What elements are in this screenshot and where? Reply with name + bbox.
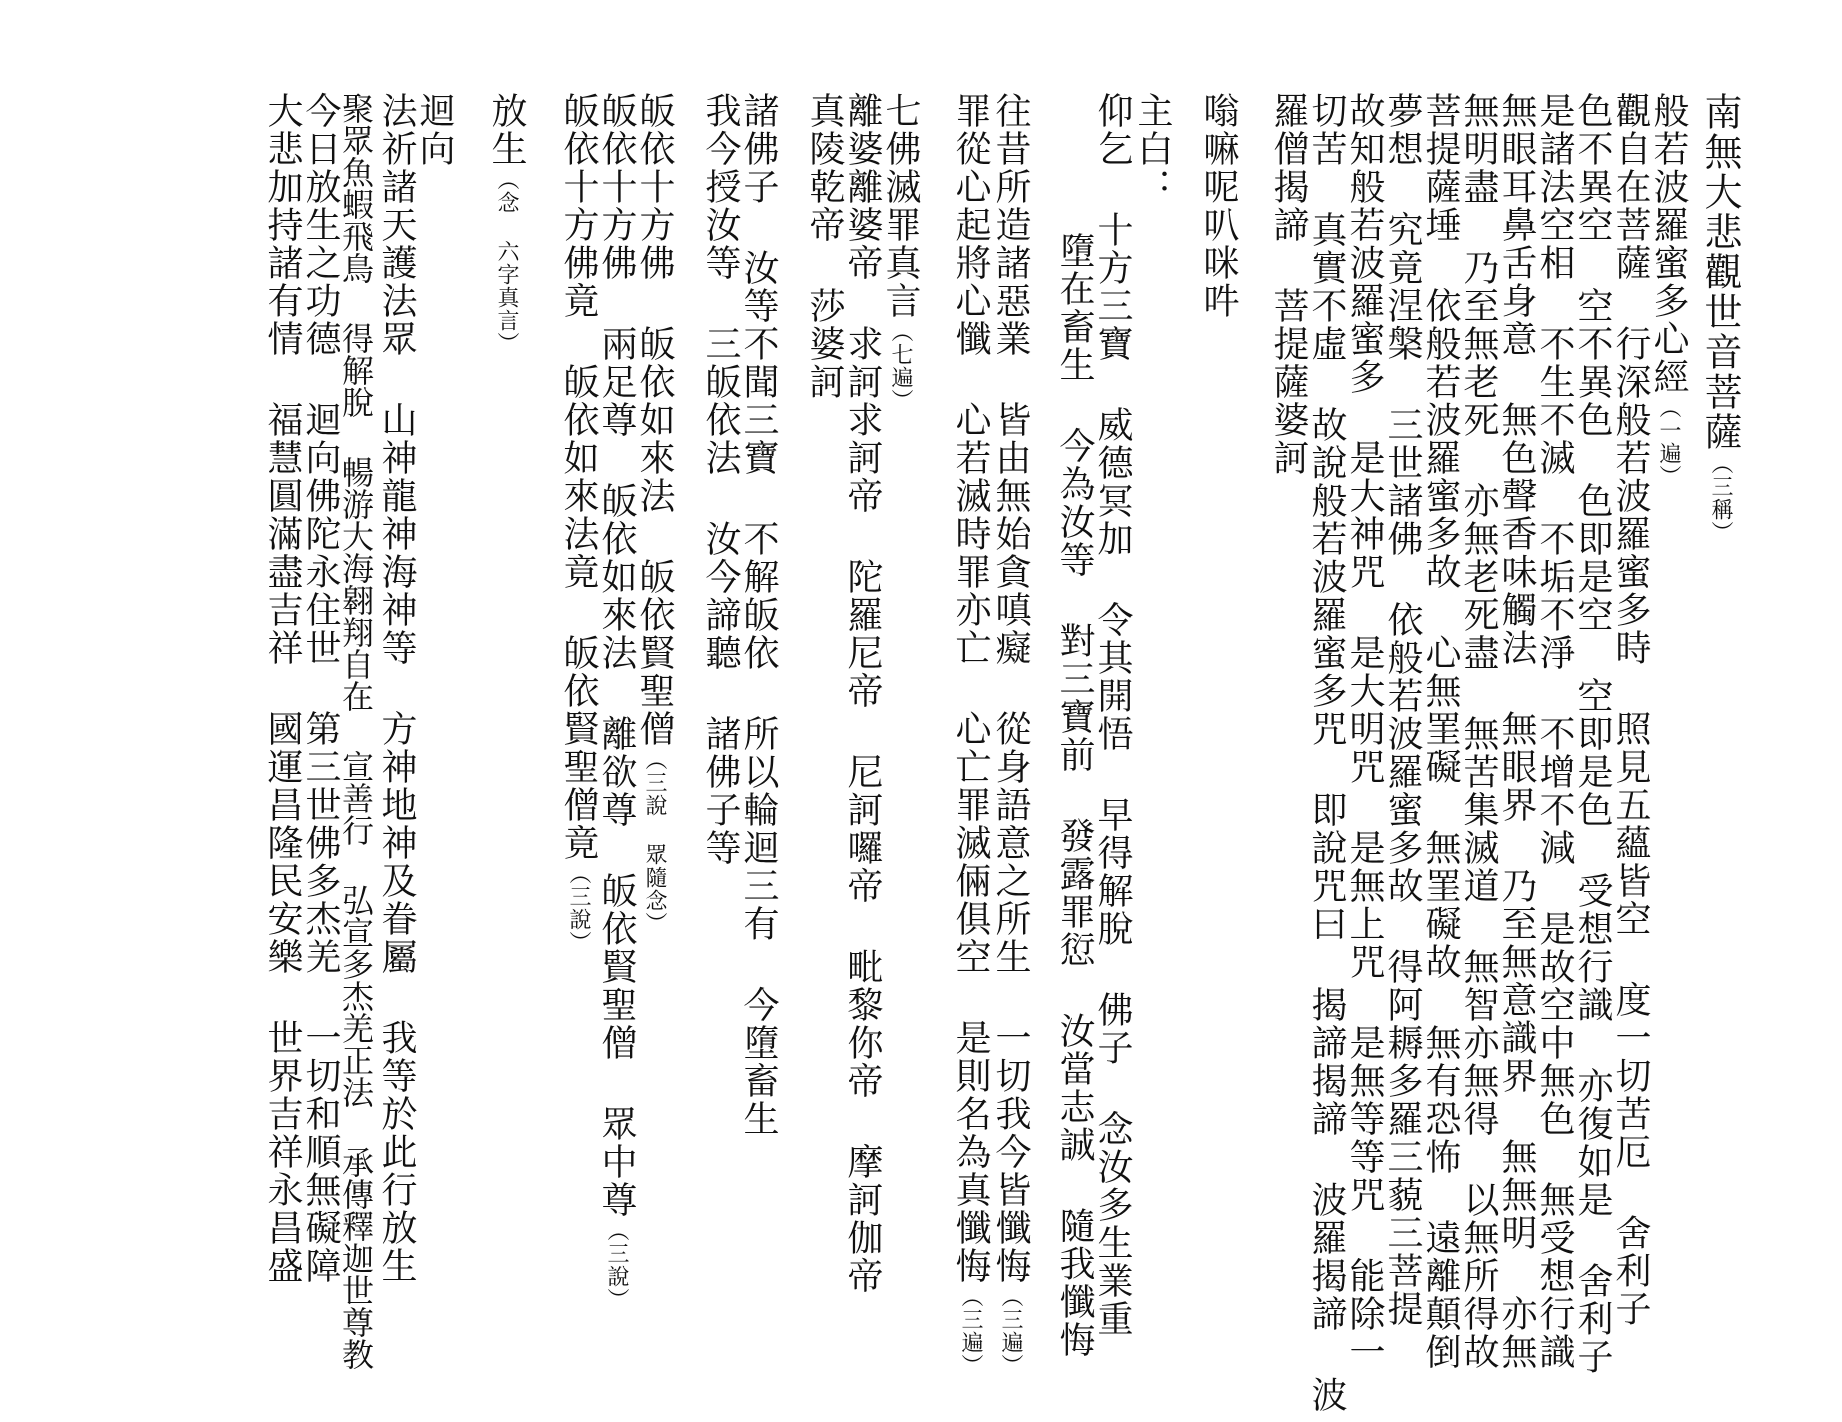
column-8-text: 菩提薩埵 依般若波羅蜜多故 心無罣礙 無罣礙故 無有恐怖 遠離顛倒 — [1420, 92, 1461, 1371]
column-3-text: 觀自在菩薩 行深般若波羅蜜多時 照見五蘊皆空 度一切苦厄 舍利子 — [1610, 92, 1651, 1328]
column-25-text: 皈依十方佛 兩足尊 皈依如來法 離欲尊 皈依賢聖僧 眾中尊 — [596, 92, 637, 1219]
column-13-text: 嗡嘛呢叭咪吽 — [1198, 92, 1239, 320]
column-16 — [1054, 232, 1094, 1359]
column-19 — [880, 92, 920, 412]
column-28 — [414, 92, 454, 168]
column-30 — [338, 92, 374, 1370]
column-12 — [1268, 92, 1308, 477]
column-23-text: 我今授汝等 三皈依法 汝今諦聽 諸佛子等 — [700, 92, 741, 867]
column-17 — [990, 92, 1030, 1377]
column-14-text: 主白： — [1132, 92, 1173, 206]
column-9 — [1382, 92, 1422, 1328]
column-4 — [1572, 92, 1612, 1376]
column-30-text: 聚眾魚蝦飛鳥 得解脫 暢游大海翱翔自在 宣善行 弘宣多杰羌正法 承傳釋迦世尊教 — [337, 92, 375, 1370]
column-6-text: 無眼耳鼻舌身意 無色聲香味觸法 無眼界 乃至無意識界 無無明 亦無 — [1496, 92, 1537, 1371]
column-2-text: 般若波羅蜜多心經 — [1648, 92, 1689, 396]
column-17-text: 往昔所造諸惡業 皆由無始貪嗔癡 從身語意之所生 一切我今皆懺悔 — [990, 92, 1031, 1285]
column-31 — [300, 92, 340, 1285]
column-1-note: （三稱） — [1708, 452, 1733, 544]
column-26-note: （三說） — [566, 862, 591, 954]
column-29-text: 法祈諸天護法眾 山神龍神海神等 方神地神及眷屬 我等於此行放生 — [376, 92, 417, 1285]
column-6 — [1496, 92, 1536, 1371]
column-24-text: 皈依十方佛 皈依如來法 皈依賢聖僧 — [634, 92, 675, 748]
column-22 — [738, 92, 778, 1138]
column-21 — [804, 92, 844, 401]
column-11 — [1306, 92, 1346, 1414]
column-25-note: （三說） — [604, 1219, 629, 1311]
column-26-text: 皈依十方佛竟 皈依如來法竟 皈依賢聖僧竟 — [558, 92, 599, 862]
column-12-text: 羅僧揭諦 菩提薩婆訶 — [1268, 92, 1309, 477]
column-10 — [1344, 92, 1384, 1371]
column-4-text: 色不異空 空不異色 色即是空 空即是色 受想行識 亦復如是 舍利子 — [1572, 92, 1613, 1376]
column-10-text: 故知般若波羅蜜多 是大神咒 是大明咒 是無上咒 是無等等咒 能除一 — [1344, 92, 1385, 1371]
column-22-text: 諸佛子 汝等不聞三寶 不解皈依 所以輪迴三有 今墮畜生 — [738, 92, 779, 1138]
column-3 — [1610, 92, 1650, 1328]
column-20-text: 離婆離婆帝 求訶求訶帝 陀羅尼帝 尼訶囉帝 毗黎你帝 摩訶伽帝 — [842, 92, 883, 1295]
column-8 — [1420, 92, 1460, 1371]
column-2-note: （一遍） — [1656, 396, 1681, 488]
column-31-text: 今日放生之功德 迴向佛陀永住世 第三世佛多杰羌 一切和順無礙障 — [300, 92, 341, 1285]
column-27-text: 放生 — [486, 92, 527, 168]
column-15-text: 仰乞 十方三寶 威德冥加 令其開悟 早得解脫 佛子 念汝多生業重 — [1092, 92, 1133, 1338]
column-21-text: 真陵乾帝 莎婆訶 — [804, 92, 845, 401]
column-18-note: （三遍） — [958, 1285, 983, 1377]
column-24-note: （三說 眾隨念） — [642, 748, 667, 935]
column-1-text: 南無大悲觀世音菩薩 — [1698, 92, 1742, 452]
column-27-note: （念 六字真言） — [494, 168, 519, 355]
column-16-text: 墮在畜生 今為汝等 對三寶前 發露罪愆 汝當志誠 隨我懺悔 — [1054, 232, 1095, 1359]
column-1 — [1700, 92, 1740, 544]
column-18 — [950, 92, 990, 1377]
column-28-text: 迴向 — [414, 92, 455, 168]
column-13 — [1198, 92, 1238, 320]
column-20 — [842, 92, 882, 1295]
column-2 — [1648, 92, 1688, 488]
column-29 — [376, 92, 416, 1285]
column-24 — [634, 92, 674, 935]
column-14 — [1132, 92, 1172, 206]
column-19-note: （七遍） — [888, 320, 913, 412]
column-17-note: （三遍） — [998, 1285, 1023, 1377]
column-19-text: 七佛滅罪真言 — [880, 92, 921, 320]
column-23 — [700, 92, 740, 867]
column-18-text: 罪從心起將心懺 心若滅時罪亦亡 心亡罪滅倆俱空 是則名為真懺悔 — [950, 92, 991, 1285]
column-32 — [262, 92, 302, 1285]
column-7-text: 無明盡 乃至無老死 亦無老死盡 無苦集滅道 無智亦無得 以無所得故 — [1458, 92, 1499, 1371]
column-5 — [1534, 92, 1574, 1371]
column-27 — [486, 92, 526, 355]
column-7 — [1458, 92, 1498, 1371]
column-26 — [558, 92, 598, 954]
column-32-text: 大悲加持諸有情 福慧圓滿盡吉祥 國運昌隆民安樂 世界吉祥永昌盛 — [262, 92, 303, 1285]
column-5-text: 是諸法空相 不生不滅 不垢不淨 不增不減 是故空中無色 無受想行識 — [1534, 92, 1575, 1371]
column-15 — [1092, 92, 1132, 1338]
column-9-text: 夢想 究竟涅槃 三世諸佛 依般若波羅蜜多故 得阿耨多羅三藐三菩提 — [1382, 92, 1423, 1328]
column-25 — [596, 92, 636, 1311]
column-11-text: 切苦 真實不虛 故說般若波羅蜜多咒 即說咒曰 揭諦揭諦 波羅揭諦 波 — [1306, 92, 1347, 1414]
